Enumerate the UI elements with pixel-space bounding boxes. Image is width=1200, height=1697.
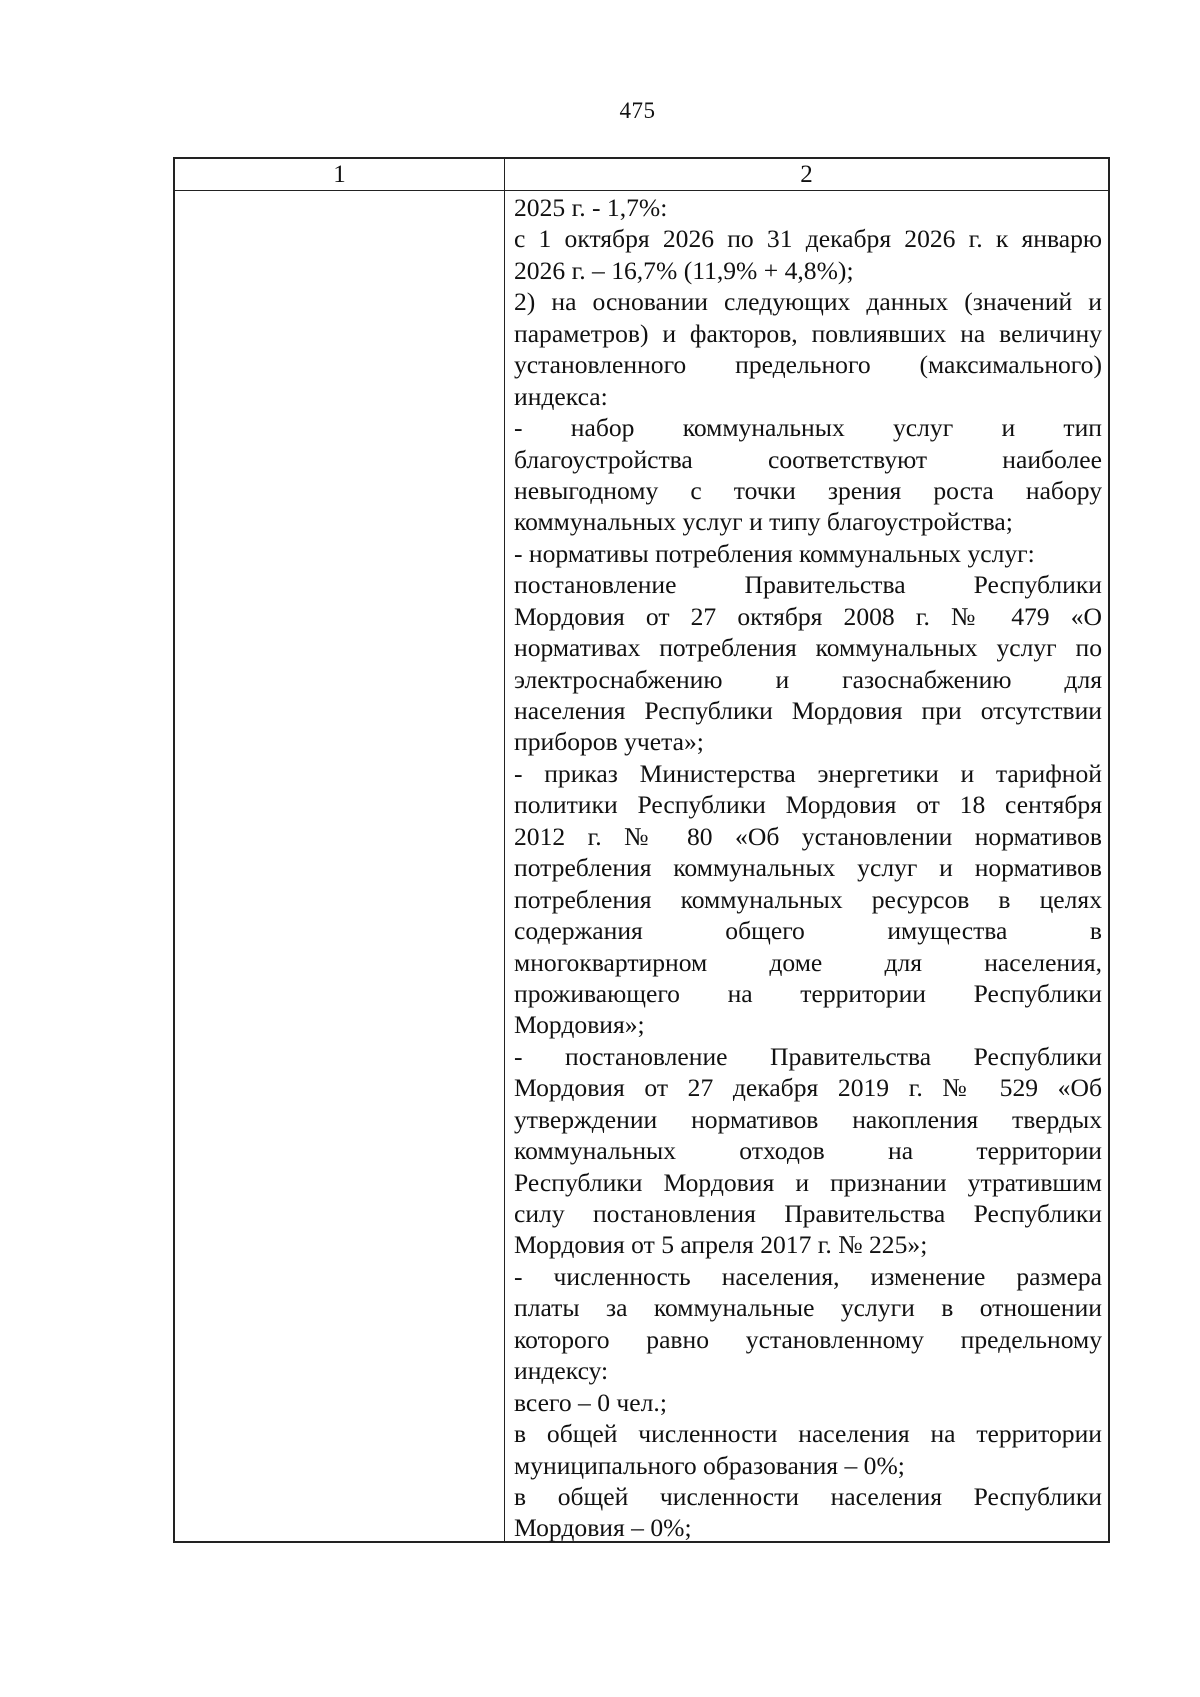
- text-line: Мордовия от 5 апреля 2017 г. № 225»;: [514, 1230, 928, 1260]
- text-line: 2026 г. – 16,7% (11,9% + 4,8%);: [514, 255, 854, 285]
- text-line: благоустройства соответствуют наиболее: [514, 444, 1102, 474]
- text-line: индексу:: [514, 1356, 609, 1386]
- text-line: - приказ Министерства энергетики и тарифной: [514, 758, 1102, 788]
- column-header-2: 2: [800, 161, 813, 188]
- text-line: в общей численности населения на территории: [514, 1419, 1102, 1449]
- text-line: электроснабжению и газоснабжению для: [514, 664, 1102, 694]
- text-line: населения Республики Мордовия при отсутствии: [514, 696, 1102, 725]
- text-line: нормативах потребления коммунальных услуг по: [514, 633, 1102, 663]
- document-table: [173, 157, 1110, 1543]
- text-line: потребления коммунальных ресурсов в целях: [514, 884, 1102, 914]
- text-line: с 1 октября 2026 по 31 декабря 2026 г. к январю: [514, 224, 1102, 254]
- text-line: муниципального образования – 0%;: [514, 1450, 905, 1480]
- text-line: - нормативы потребления коммунальных услуг:: [514, 538, 1035, 568]
- text-line: Мордовия – 0%;: [514, 1513, 692, 1543]
- text-line: 2012 г. № 80 «Об установлении нормативов: [514, 821, 1102, 851]
- text-line: силу постановления Правительства Республики: [514, 1199, 1102, 1228]
- text-line: в общей численности населения Республики: [514, 1481, 1102, 1511]
- text-line: индекса:: [514, 381, 608, 411]
- text-line: невыгодному с точки зрения роста набору: [514, 475, 1102, 505]
- text-line: установленного предельного (максимального): [514, 350, 1102, 380]
- text-line: приборов учета»;: [514, 727, 704, 757]
- text-line: коммунальных отходов на территории: [514, 1136, 1102, 1166]
- text-line: потребления коммунальных услуг и нормативов: [514, 853, 1102, 883]
- text-line: - численность населения, изменение размера: [514, 1261, 1102, 1291]
- text-line: - постановление Правительства Республики: [514, 1041, 1102, 1071]
- text-line: утверждении нормативов накопления твердых: [514, 1104, 1102, 1134]
- text-line: политики Республики Мордовия от 18 сентября: [514, 790, 1102, 820]
- page-number: 475: [619, 98, 656, 123]
- text-line: которого равно установленному предельному: [514, 1324, 1102, 1354]
- text-line: Республики Мордовия и признании утратившим: [514, 1167, 1102, 1197]
- text-line: постановление Правительства Республики: [514, 570, 1102, 600]
- text-line: 2025 г. - 1,7%:: [514, 193, 668, 222]
- column-2-content: [514, 192, 1102, 1544]
- text-line: Мордовия»;: [514, 1010, 645, 1040]
- column-divider: [504, 159, 505, 1541]
- text-line: проживающего на территории Республики: [514, 978, 1102, 1008]
- text-line: всего – 0 чел.;: [514, 1387, 667, 1417]
- text-line: Мордовия от 27 октября 2008 г. № 479 «О: [514, 601, 1102, 631]
- text-line: - набор коммунальных услуг и тип: [514, 413, 1102, 443]
- text-line: многоквартирном доме для населения,: [514, 947, 1102, 977]
- text-line: содержания общего имущества в: [514, 916, 1102, 946]
- column-header-1: 1: [333, 161, 346, 188]
- text-line: параметров) и факторов, повлиявших на величину: [514, 318, 1102, 348]
- text-line: 2) на основании следующих данных (значений и: [514, 287, 1102, 317]
- text-line: Мордовия от 27 декабря 2019 г. № 529 «Об: [514, 1073, 1102, 1103]
- text-line: коммунальных услуг и типу благоустройства;: [514, 507, 1013, 537]
- text-line: платы за коммунальные услуги в отношении: [514, 1293, 1102, 1323]
- table-header-row: [175, 159, 1108, 191]
